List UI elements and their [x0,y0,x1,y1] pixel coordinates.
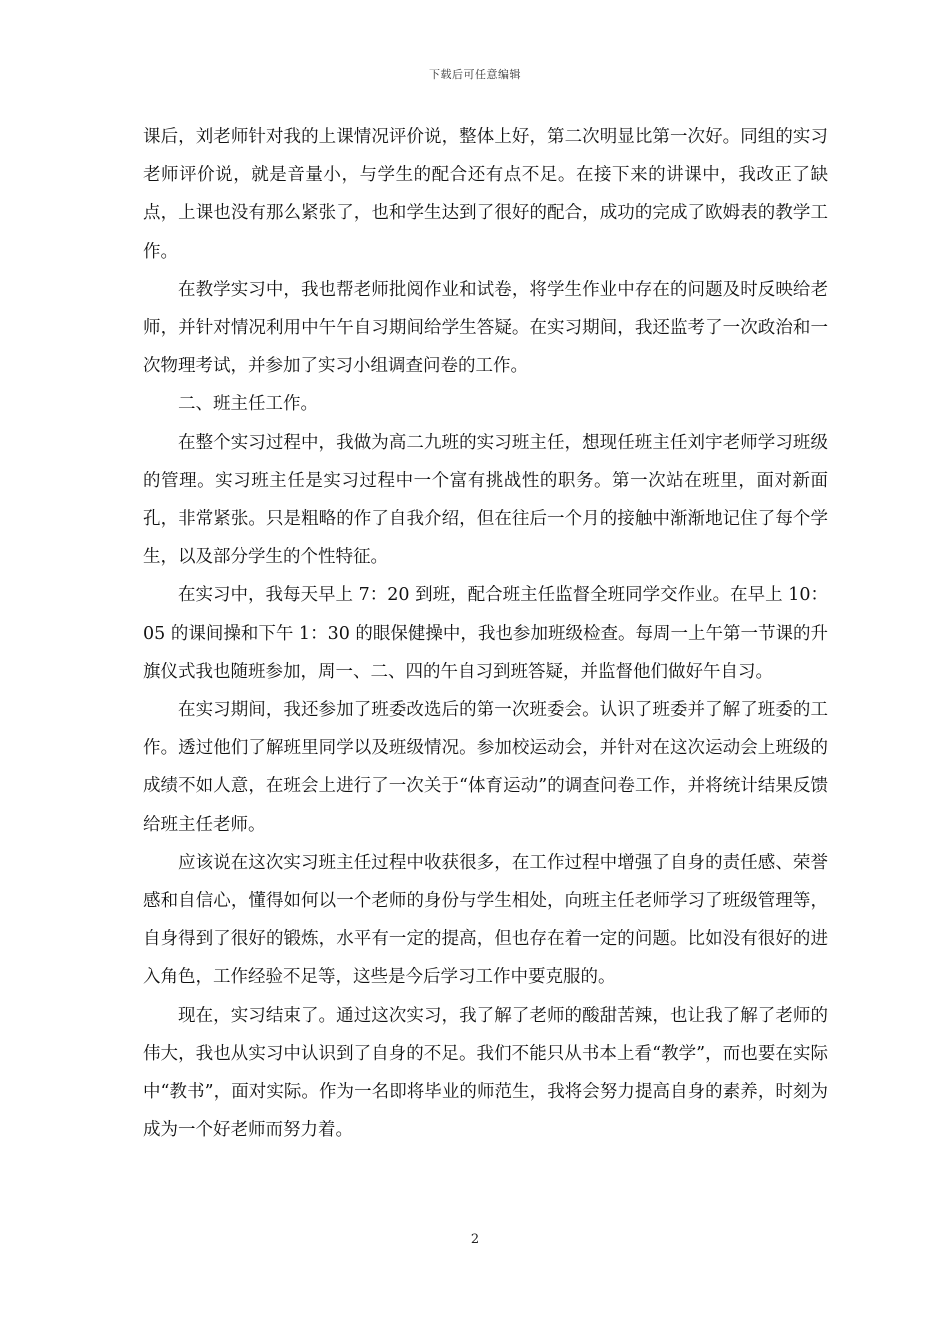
paragraph-3: 在整个实习过程中，我做为高二九班的实习班主任，想现任班主任刘宇老师学习班级的管理。实习班主任是实习过程中一个富有挑战性的职务。第一次站在班里，面对新面孔，非常紧张。只是粗略的作了自我介绍，但在往后一个月的接触中渐渐地记住了每个学生，以及部分学生的个性特征。 [143,432,828,568]
paragraph-6: 应该说在这次实习班主任过程中收获很多，在工作过程中增强了自身的责任感、荣誉感和自信心，懂得如何以一个老师的身份与学生相处，向班主任老师学习了班级管理等，自身得到了很好的锻炼，水平有一定的提高，但也存在着一定的问题。比如没有很好的进入角色，工作经验不足等，这些是今后学习工作中要克服的。 [143,852,828,988]
paragraph-5: 在实习期间，我还参加了班委改选后的第一次班委会。认识了班委并了解了班委的工作。透过他们了解班里同学以及班级情况。参加校运动会，并针对在这次运动会上班级的成绩不如人意，在班会上进行了一次关于“体育运动”的调查问卷工作，并将统计结果反馈给班主任老师。 [143,700,828,835]
paragraph-1: 课后，刘老师针对我的上课情况评价说，整体上好，第二次明显比第一次好。同组的实习老师评价说，就是音量小，与学生的配合还有点不足。在接下来的讲课中，我改正了缺点，上课也没有那么紧张了，也和学生达到了很好的配合，成功的完成了欧姆表的教学工作。 [143,127,828,262]
page-header: 下载后可任意编辑 [429,68,521,81]
document-body [143,118,828,1149]
paragraph-7: 现在，实习结束了。通过这次实习，我了解了老师的酸甜苦辣，也让我了解了老师的伟大，我也从实习中认识到了自身的不足。我们不能只从书本上看“教学”，而也要在实际中“教书”，面对实际。作为一名即将毕业的师范生，我将会努力提高自身的素养，时刻为成为一个好老师而努力着。 [143,1005,828,1141]
paragraph-4: 在实习中，我每天早上 7：20 到班，配合班主任监督全班同学交作业。在早上 10：05 的课间操和下午 1：30 的眼保健操中，我也参加班级检查。每周一上午第一节课的升旗仪式我也随班参加，周一、二、四的午自习到班答疑，并监督他们做好午自习。 [143,585,828,682]
paragraph-2: 在教学实习中，我也帮老师批阅作业和试卷，将学生作业中存在的问题及时反映给老师，并针对情况利用中午午自习期间给学生答疑。在实习期间，我还监考了一次政治和一次物理考试，并参加了实习小组调查问卷的工作。 [143,279,828,377]
section-heading-class-teacher-work: 二、班主任工作。 [178,394,318,415]
page-number: 2 [470,1232,480,1247]
